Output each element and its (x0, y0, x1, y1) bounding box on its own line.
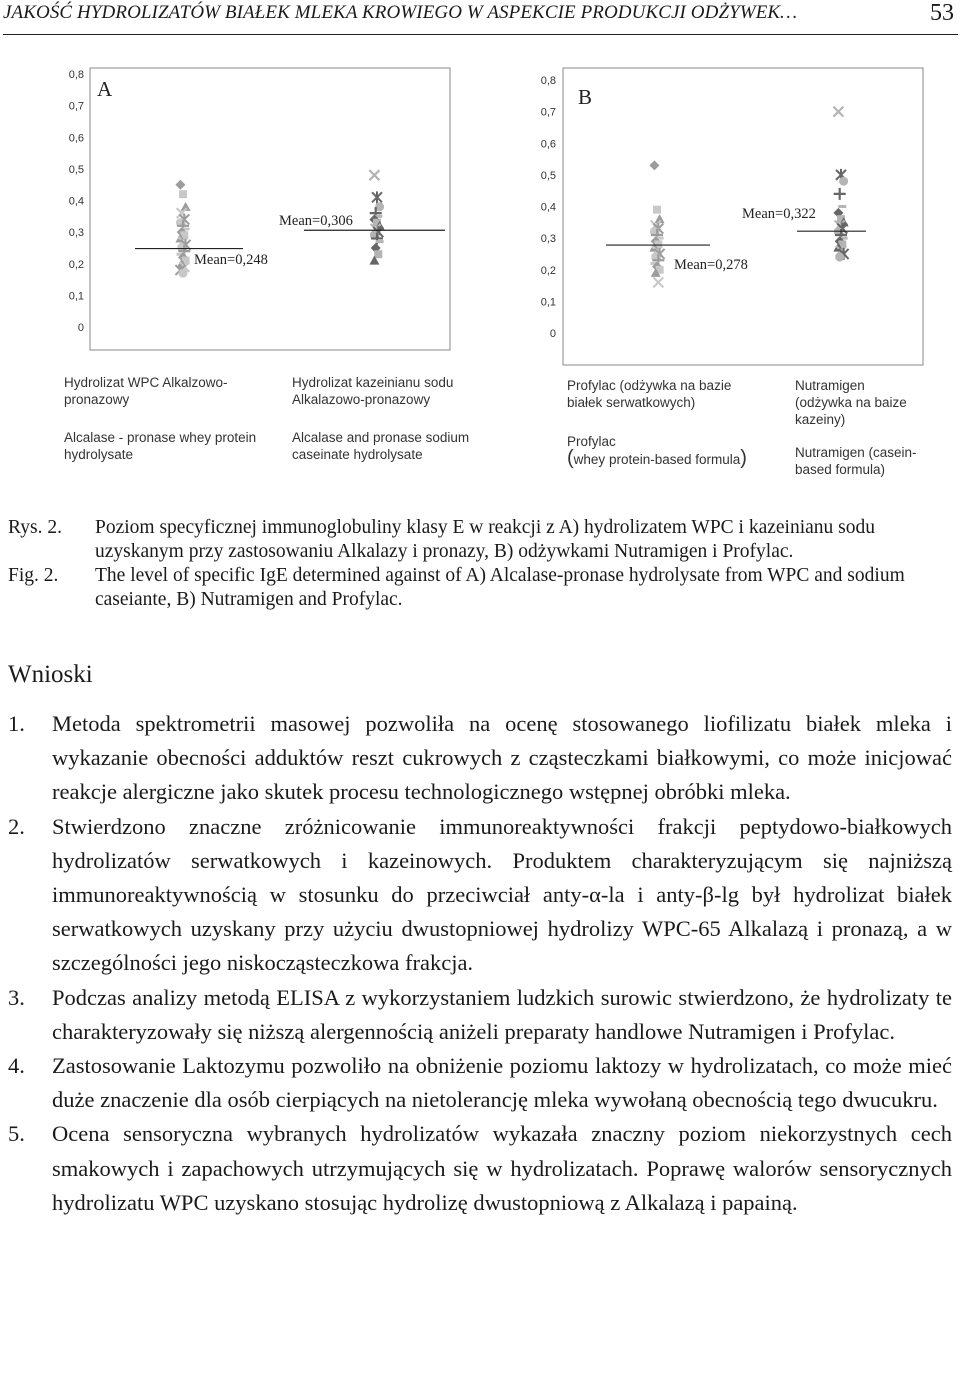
y-tick-label: 0,4 (68, 195, 84, 208)
y-tick-label: 0,2 (68, 258, 84, 271)
caption-pl-text: Poziom specyficznej immunoglobuliny klasy E w reakcji z A) hydrolizatem WPC i kazeinianu sodu uzyskanym przy zastosowaniu Alkalazy i pronazy, B) odżywkami Nutramigen i Profylac. (95, 517, 876, 562)
label-a-whey-pl: Hydrolizat WPC Alkalzowo-pronazowy (64, 375, 228, 407)
list-item (8, 810, 952, 981)
y-tick-label: 0,7 (540, 106, 556, 119)
label-a-casein-pl: Hydrolizat kazeinianu sodu Alkalazowo-pronazowy (292, 375, 454, 407)
list-item-text: Ocena sensoryczna wybranych hydrolizatów wykazała znaczny poziom niekorzystnych cech smakowych i zapachowych utrzymujących się w hydrolizatach. Poprawę walorów sensorycznych hydrolizatu WPC uzyskano stosując hydrolizę dwustopniową z Alkalazą i papainą. (52, 1121, 952, 1215)
data-point (376, 240, 384, 243)
list-item-number: 2. (8, 813, 25, 839)
y-tick-label: 0,6 (68, 132, 84, 145)
figure-caption (8, 516, 956, 612)
label-b-profylac-pl: Profylac (odżywka na bazie białek serwatkowych) (567, 378, 732, 410)
data-point (653, 206, 661, 214)
y-tick-label: 0,1 (68, 290, 84, 303)
list-item-number: 5. (8, 1121, 25, 1147)
y-tick-label: 0,7 (68, 100, 84, 113)
data-point (835, 253, 844, 262)
label-b-nutramigen (795, 377, 925, 478)
data-point (179, 269, 188, 278)
data-point (179, 190, 187, 198)
mean-label: Mean=0,248 (194, 252, 268, 268)
y-tick-label: 0,2 (540, 264, 556, 277)
y-tick-label: 0,8 (68, 69, 84, 81)
list-item-number: 3. (8, 984, 25, 1010)
label-a-whey (64, 374, 284, 463)
label-b-profylac-en-text: whey protein-based formula (573, 452, 741, 467)
label-b-profylac (567, 377, 767, 468)
panel-label: B (578, 85, 593, 109)
list-item-text: Stwierdzono znaczne zróżnicowanie immunoreaktywności frakcji peptydowo-białkowych hydrolizatów serwatkowych i kazeinowych. Produktem charakteryzującym się najniższą immunoreaktywnością w stosunku do przeciwciał anty-α-la i anty-β-lg był hydrolizat białek serwatkowych uzyskany przy użyciu dwustopniowej hydrolizy WPC-65 Alkalazą i pronazą, a w szczególności jego niskocząsteczkowa frakcja. (52, 813, 952, 976)
data-point (838, 205, 846, 208)
conclusions-list (8, 707, 952, 1220)
label-a-casein (292, 374, 502, 463)
panel-label: A (97, 77, 113, 101)
caption-pl-tag: Rys. 2. (8, 517, 62, 538)
list-item (8, 1049, 952, 1117)
page-number: 53 (930, 0, 954, 26)
list-item-number: 4. (8, 1053, 25, 1079)
y-tick-label: 0 (549, 328, 556, 340)
list-item (8, 707, 952, 810)
label-b-nutramigen-pl: Nutramigen (odżywka na baize kazeiny) (795, 378, 907, 427)
mean-label: Mean=0,322 (742, 206, 816, 222)
label-b-profylac-en-name: Profylac (567, 434, 616, 449)
label-b-nutramigen-en: Nutramigen (casein-based formula) (795, 445, 917, 477)
list-item-text: Zastosowanie Laktozymu pozwoliło na obniżenie poziomu laktozy w hydrolizatach, co może mieć duże znaczenie dla osób cierpiących na nietolerancję mleka wywołaną obecnością tego dwucukru. (52, 1053, 952, 1113)
y-tick-label: 0,5 (540, 169, 556, 182)
data-point (839, 177, 848, 186)
label-b-profylac-en: (whey protein-based formula) (567, 447, 747, 469)
caption-en (8, 564, 956, 612)
y-tick-label: 0,4 (540, 201, 556, 214)
y-tick-label: 0,6 (540, 138, 556, 151)
y-tick-label: 0 (77, 322, 84, 334)
running-title: JAKOŚĆ HYDROLIZATÓW BIAŁEK MLEKA KROWIEGO W ASPEKCIE PRODUKCJI ODŻYWEK… (3, 2, 798, 23)
list-item-number: 1. (8, 711, 25, 736)
y-tick-label: 0,3 (68, 227, 84, 240)
label-a-casein-en: Alcalase and pronase sodium caseinate hydrolysate (292, 430, 470, 462)
y-tick-label: 0,8 (540, 75, 556, 87)
caption-en-text: The level of specific IgE determined against of A) Alcalase-pronase hydrolysate from WPC and sodium caseiante, B) Nutramigen and Profylac. (95, 565, 905, 610)
list-item-text: Podczas analizy metodą ELISA z wykorzystaniem ludzkich surowic stwierdzono, że hydrolizaty te charakteryzowały się niższą alergennością aniżeli preparaty handlowe Nutramigen i Profylac. (52, 984, 952, 1044)
list-item (8, 1117, 952, 1220)
list-item-text: Metoda spektrometrii masowej pozwoliła na ocenę stosowanego liofilizatu białek mleka i wykazanie obecności adduktów reszt cukrowych z cząsteczkami białkowymi, co może inicjować reakcje alergiczne jako skutek procesu technologicznego wstępnej obróbki mleka. (52, 711, 952, 805)
mean-label: Mean=0,278 (674, 257, 748, 273)
plot-frame (90, 68, 450, 350)
caption-pl (8, 516, 956, 564)
y-tick-label: 0,1 (540, 296, 556, 309)
label-a-whey-en: Alcalase - pronase whey protein hydrolysate (64, 430, 257, 462)
data-point (374, 250, 382, 258)
section-heading: Wnioski (8, 661, 93, 688)
list-item (8, 981, 952, 1049)
mean-label: Mean=0,306 (279, 213, 353, 229)
y-tick-label: 0,3 (540, 233, 556, 246)
y-tick-label: 0,5 (68, 163, 84, 176)
caption-en-tag: Fig. 2. (8, 565, 59, 586)
